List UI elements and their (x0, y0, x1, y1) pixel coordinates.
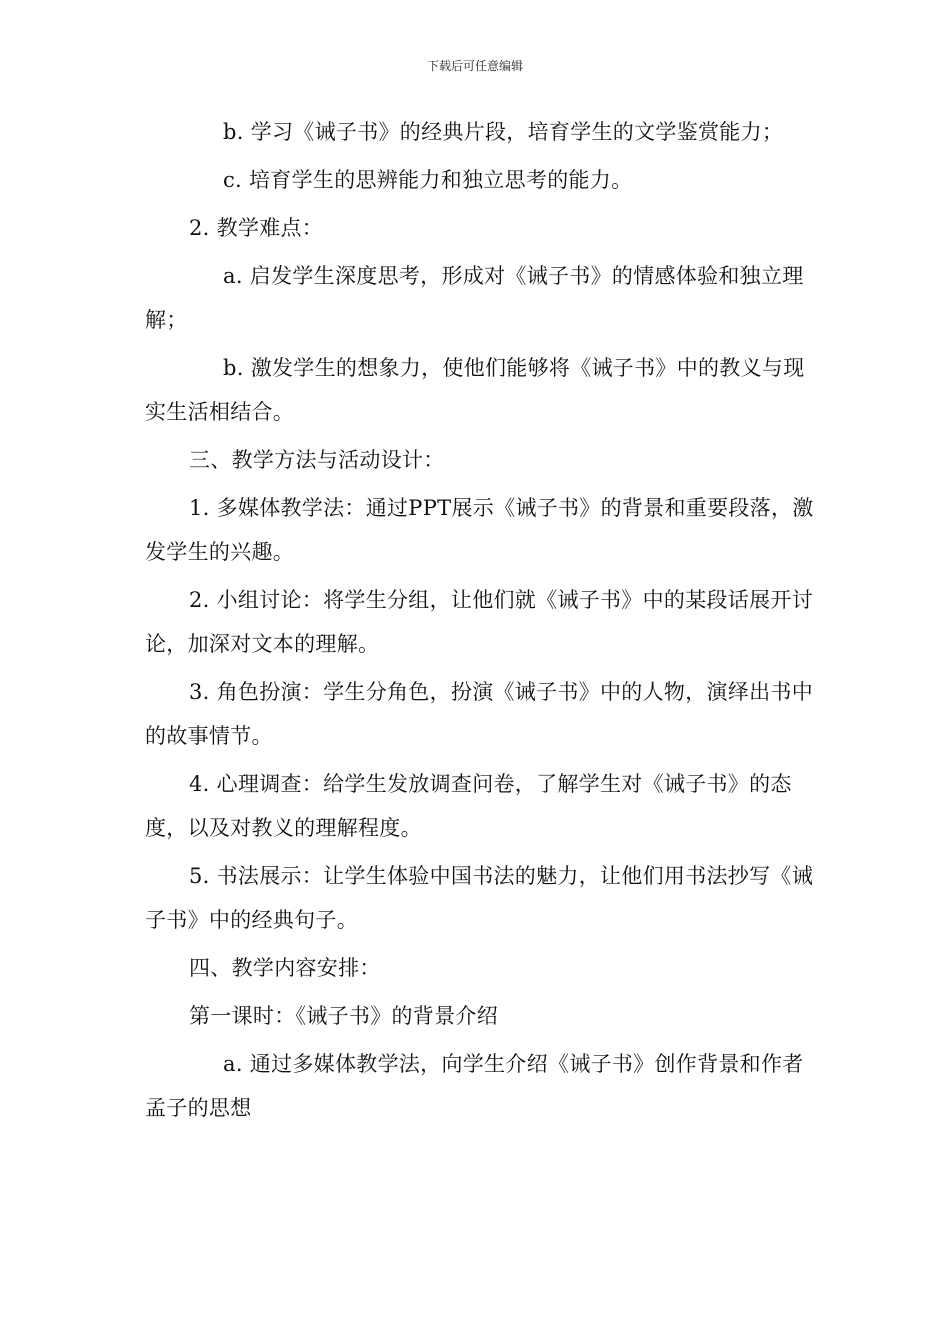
paragraph: 2. 教学难点： (189, 216, 324, 240)
paragraph: a. 通过多媒体教学法，向学生介绍《诫子书》创作背景和作者孟子的思想 (145, 1052, 804, 1120)
paragraph: 第一课时：《诫子书》的背景介绍 (189, 1004, 498, 1028)
paragraph: b. 学习《诫子书》的经典片段，培育学生的文学鉴赏能力； (223, 120, 784, 144)
paragraph: c. 培育学生的思辨能力和独立思考的能力。 (223, 168, 633, 192)
paragraph: 1. 多媒体教学法：通过PPT展示《诫子书》的背景和重要段落，激发学生的兴趣。 (145, 496, 814, 564)
paragraph: 5. 书法展示：让学生体验中国书法的魅力，让他们用书法抄写《诫子书》中的经典句子。 (145, 864, 814, 932)
paragraph: a. 启发学生深度思考，形成对《诫子书》的情感体验和独立理解； (145, 264, 804, 332)
document-body (145, 110, 817, 1134)
page-header: 下载后可任意编辑 (426, 59, 523, 73)
paragraph: 4. 心理调查：给学生发放调查问卷，了解学生对《诫子书》的态度，以及对教义的理解程度。 (145, 772, 792, 840)
paragraph: 3. 角色扮演：学生分角色，扮演《诫子书》中的人物，演绎出书中的故事情节。 (145, 680, 814, 748)
section-heading: 四、教学内容安排： (189, 956, 381, 980)
paragraph: 2. 小组讨论：将学生分组，让他们就《诫子书》中的某段话展开讨论，加深对文本的理解。 (145, 588, 814, 656)
section-heading: 三、教学方法与活动设计： (189, 448, 445, 472)
paragraph: b. 激发学生的想象力，使他们能够将《诫子书》中的教义与现实生活相结合。 (145, 356, 805, 424)
